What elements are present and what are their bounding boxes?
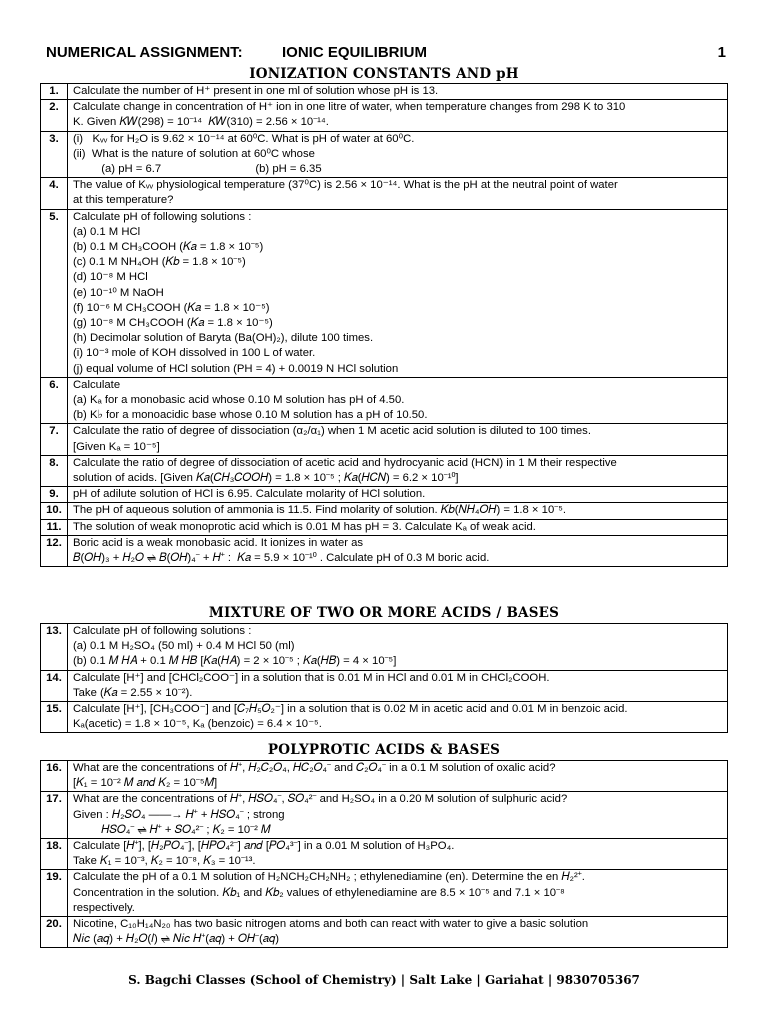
question-text bbox=[68, 178, 728, 209]
question-line: (c) 0.1 M NH₄OH (𝐾𝑏 = 1.8 × 10⁻⁵) bbox=[73, 256, 246, 269]
question-line: (i) 10⁻³ mole of KOH dissolved in 100 L of water. bbox=[73, 347, 316, 360]
question-line: (j) equal volume of HCl solution (PH = 4) + 0.0019 N HCl solution bbox=[73, 362, 399, 375]
question-line: (b) K♭ for a monoacidic base whose 0.10 M solution has a pH of 10.50. bbox=[73, 409, 428, 422]
question-line: The pH of aqueous solution of ammonia is 11.5. Find molarity of solution. 𝐾𝑏(𝑁𝐻₄𝑂𝐻) = 1.8 × 10⁻⁵. bbox=[73, 504, 567, 517]
question-line: Calculate [𝐻⁺], [𝐻₂𝑃𝑂₄⁻], [𝐻𝑃𝑂₄²⁻] 𝑎𝑛𝑑 [𝑃𝑂₄³⁻] in a 0.01 M solution of H₃PO₄. bbox=[73, 840, 455, 853]
question-line: What are the concentrations of 𝐻⁺, 𝐻𝑆𝑂₄⁻, 𝑆𝑂₄²⁻ and H₂SO₄ in a 0.20 M solution of sulphuric acid? bbox=[73, 793, 568, 806]
question-number: 19. bbox=[41, 870, 68, 917]
question-line: Calculate the ratio of degree of dissociation of acetic acid and hydrocyanic acid (HCN) in 1 M their respective bbox=[73, 456, 617, 469]
question-row bbox=[41, 761, 728, 792]
question-number: 17. bbox=[41, 792, 68, 839]
question-row bbox=[41, 624, 728, 671]
question-line: (h) Decimolar solution of Baryta (Ba(OH)₂), dilute 100 times. bbox=[73, 332, 374, 345]
page-number: 1 bbox=[717, 44, 726, 61]
question-line: (f) 10⁻⁶ M CH₃COOH (𝐾𝑎 = 1.8 × 10⁻⁵) bbox=[73, 301, 270, 314]
question-row bbox=[41, 870, 728, 917]
question-line: Kₐ(acetic) = 1.8 × 10⁻⁵, Kₐ (benzoic) = 6.4 × 10⁻⁵. bbox=[73, 718, 322, 731]
question-text bbox=[68, 377, 728, 424]
question-line: respectively. bbox=[73, 901, 135, 914]
page-footer: S. Bagchi Classes (School of Chemistry) | Salt Lake | Gariahat | 9830705367 bbox=[128, 973, 640, 987]
question-line: 𝐵(𝑂𝐻)₃ + 𝐻₂𝑂 ⇌ 𝐵(𝑂𝐻)₄⁻ + 𝐻⁺ : 𝐾𝑎 = 5.9 × 10⁻¹⁰ . Calculate pH of 0.3 M boric acid. bbox=[73, 552, 490, 565]
question-number: 1. bbox=[41, 84, 68, 100]
questions-table-polyprotic bbox=[40, 760, 728, 948]
assignment-title: NUMERICAL ASSIGNMENT: bbox=[46, 44, 243, 61]
question-line: Concentration in the solution. 𝐾𝑏₁ and 𝐾𝑏₂ values of ethylenediamine are 8.5 × 10⁻⁵ and 7.1 × 10⁻⁸ bbox=[73, 886, 565, 899]
question-number: 12. bbox=[41, 535, 68, 566]
question-text bbox=[68, 670, 728, 701]
question-text bbox=[68, 761, 728, 792]
question-number: 15. bbox=[41, 702, 68, 733]
question-line: 𝑁𝑖𝑐 (𝑎𝑞) + 𝐻₂𝑂(𝑙) ⇌ 𝑁𝑖𝑐 𝐻⁺(𝑎𝑞) + 𝑂𝐻⁻(𝑎𝑞) bbox=[73, 933, 279, 946]
question-row bbox=[41, 178, 728, 209]
question-line: Calculate the number of H⁺ present in one ml of solution whose pH is 13. bbox=[73, 85, 439, 97]
question-line: Take 𝐾₁ = 10⁻³, 𝐾₂ = 10⁻⁸, 𝐾₃ = 10⁻¹³. bbox=[73, 855, 256, 868]
question-number: 6. bbox=[41, 377, 68, 424]
question-line: Calculate bbox=[73, 378, 121, 391]
question-row bbox=[41, 702, 728, 733]
question-line: The value of Kᵥᵥ physiological temperature (37⁰C) is 2.56 × 10⁻¹⁴. What is the pH at the neutral point of water bbox=[73, 179, 618, 192]
question-row bbox=[41, 209, 728, 377]
question-row bbox=[41, 670, 728, 701]
question-text bbox=[68, 131, 728, 178]
question-line: Calculate the pH of a 0.1 M solution of H₂NCH₂CH₂NH₂ ; ethylenediamine (en). Determine the en 𝐻₂²⁺. bbox=[73, 871, 585, 884]
question-line: [Given Kₐ = 10⁻⁵] bbox=[73, 440, 160, 453]
question-line: Calculate [H⁺], [CH₃COO⁻] and [𝐶₇𝐻₅𝑂₂⁻] in a solution that is 0.02 M in acetic acid and 0.01 M in benzoic acid. bbox=[73, 703, 628, 716]
question-number: 16. bbox=[41, 761, 68, 792]
question-line: (d) 10⁻⁸ M HCl bbox=[73, 271, 148, 284]
section-title-polyprotic: POLYPROTIC ACIDS & BASES bbox=[267, 742, 501, 758]
question-line: What are the concentrations of 𝐻⁺, 𝐻₂𝐶₂𝑂₄, 𝐻𝐶₂𝑂₄⁻ and 𝐶₂𝑂₄⁻ in a 0.1 M solution of oxalic acid? bbox=[73, 762, 556, 774]
question-number: 2. bbox=[41, 100, 68, 131]
question-line: at this temperature? bbox=[73, 194, 174, 207]
question-text bbox=[68, 917, 728, 948]
question-text bbox=[68, 209, 728, 377]
question-line: Calculate the ratio of degree of dissociation (α₂/α₁) when 1 M acetic acid solution is diluted to 100 times. bbox=[73, 425, 591, 438]
question-text bbox=[68, 84, 728, 100]
question-line: (a) Kₐ for a monobasic acid whose 0.10 M solution has pH of 4.50. bbox=[73, 394, 405, 407]
question-line: [𝐾₁ = 10⁻² 𝑀 𝑎𝑛𝑑 𝐾₂ = 10⁻⁵𝑀] bbox=[73, 777, 218, 790]
question-text bbox=[68, 870, 728, 917]
question-number: 5. bbox=[41, 209, 68, 377]
question-number: 11. bbox=[41, 519, 68, 535]
question-text bbox=[68, 535, 728, 566]
question-number: 8. bbox=[41, 455, 68, 486]
question-line: Nicotine, C₁₀H₁₄N₂₀ has two basic nitrogen atoms and both can react with water to give a basic solution bbox=[73, 918, 589, 931]
questions-table-mixture bbox=[40, 623, 728, 733]
question-line: Calculate pH of following solutions : bbox=[73, 210, 252, 223]
question-row bbox=[41, 377, 728, 424]
question-line: Boric acid is a weak monobasic acid. It ionizes in water as bbox=[73, 536, 364, 549]
question-number: 4. bbox=[41, 178, 68, 209]
question-text bbox=[68, 839, 728, 870]
question-line: Calculate change in concentration of H⁺ ion in one litre of water, when temperature changes from 298 K to 310 bbox=[73, 101, 626, 114]
question-row bbox=[41, 535, 728, 566]
question-row bbox=[41, 487, 728, 503]
questions-table-ionization bbox=[40, 83, 728, 567]
question-number: 18. bbox=[41, 839, 68, 870]
question-text bbox=[68, 424, 728, 455]
question-line: (b) 0.1 𝑀 𝐻𝐴 + 0.1 𝑀 𝐻𝐵 [𝐾𝑎(𝐻𝐴) = 2 × 10⁻⁵ ; 𝐾𝑎(𝐻𝐵) = 4 × 10⁻⁵] bbox=[73, 655, 397, 668]
question-text bbox=[68, 519, 728, 535]
question-number: 7. bbox=[41, 424, 68, 455]
question-text bbox=[68, 100, 728, 131]
question-row bbox=[41, 455, 728, 486]
question-line: 𝐻𝑆𝑂₄⁻ ⇌ 𝐻⁺ + 𝑆𝑂₄²⁻ ; 𝐾₂ = 10⁻² 𝑀 bbox=[73, 823, 271, 836]
question-line: (i) Kᵥᵥ for H₂O is 9.62 × 10⁻¹⁴ at 60⁰C. What is pH of water at 60⁰C. bbox=[73, 132, 415, 145]
question-number: 9. bbox=[41, 487, 68, 503]
question-line: (g) 10⁻⁸ M CH₃COOH (𝐾𝑎 = 1.8 × 10⁻⁵) bbox=[73, 317, 273, 330]
question-line: pH of adilute solution of HCl is 6.95. Calculate molarity of HCl solution. bbox=[73, 488, 426, 501]
question-row bbox=[41, 839, 728, 870]
question-row bbox=[41, 84, 728, 100]
question-line: (a) 0.1 M HCl bbox=[73, 225, 141, 238]
question-line: K. Given 𝐾𝑊(298) = 10⁻¹⁴ 𝐾𝑊(310) = 2.56 × 10⁻¹⁴. bbox=[73, 116, 329, 129]
question-line: (a) pH = 6.7 (b) pH = 6.35 bbox=[73, 163, 322, 176]
section-title-ionization: IONIZATION CONSTANTS AND pH bbox=[249, 66, 519, 82]
question-row bbox=[41, 792, 728, 839]
question-number: 13. bbox=[41, 624, 68, 671]
question-line: Calculate pH of following solutions : bbox=[73, 625, 252, 637]
assignment-topic: IONIC EQUILIBRIUM bbox=[282, 44, 427, 61]
question-text bbox=[68, 792, 728, 839]
question-row bbox=[41, 424, 728, 455]
question-text bbox=[68, 487, 728, 503]
section-title-mixture: MIXTURE OF TWO OR MORE ACIDS / BASES bbox=[208, 605, 560, 621]
question-row bbox=[41, 503, 728, 519]
question-line: solution of acids. [Given 𝐾𝑎(𝐶𝐻₃𝐶𝑂𝑂𝐻) = 1.8 × 10⁻⁵ ; 𝐾𝑎(𝐻𝐶𝑁) = 6.2 × 10⁻¹⁰] bbox=[73, 472, 459, 485]
question-line: Take (𝐾𝑎 = 2.55 × 10⁻²). bbox=[73, 686, 193, 699]
question-line: Calculate [H⁺] and [CHCl₂COO⁻] in a solution that is 0.01 M in HCl and 0.01 M in CHCl₂COOH. bbox=[73, 671, 550, 684]
question-number: 10. bbox=[41, 503, 68, 519]
question-number: 3. bbox=[41, 131, 68, 178]
question-line: (a) 0.1 M H₂SO₄ (50 ml) + 0.4 M HCl 50 (ml) bbox=[73, 640, 295, 653]
page-header bbox=[46, 44, 726, 64]
question-line: (b) 0.1 M CH₃COOH (𝐾𝑎 = 1.8 × 10⁻⁵) bbox=[73, 241, 264, 254]
question-text bbox=[68, 624, 728, 671]
question-row bbox=[41, 100, 728, 131]
question-line: (ii) What is the nature of solution at 60⁰C whose bbox=[73, 147, 315, 160]
question-row bbox=[41, 519, 728, 535]
question-line: (e) 10⁻¹⁰ M NaOH bbox=[73, 286, 164, 299]
question-text bbox=[68, 503, 728, 519]
question-number: 20. bbox=[41, 917, 68, 948]
question-line: The solution of weak monoprotic acid which is 0.01 M has pH = 3. Calculate Kₐ of weak acid. bbox=[73, 520, 536, 533]
question-line: Given : 𝐻₂𝑆𝑂₄ ——→ 𝐻⁺ + 𝐻𝑆𝑂₄⁻ ; strong bbox=[73, 808, 285, 821]
question-number: 14. bbox=[41, 670, 68, 701]
question-text bbox=[68, 455, 728, 486]
question-text bbox=[68, 702, 728, 733]
question-row bbox=[41, 131, 728, 178]
question-row bbox=[41, 917, 728, 948]
